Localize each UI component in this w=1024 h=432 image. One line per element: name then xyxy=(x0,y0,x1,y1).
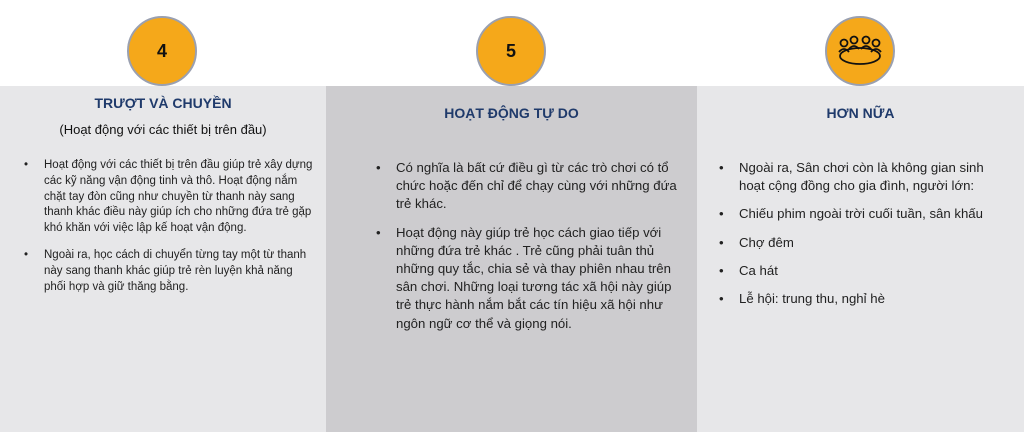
list-item: • Hoạt động này giúp trẻ học cách giao tiếp với những đứa trẻ khác . Trẻ cũng phải tuân thủ những quy tắc, chia sẻ và thay phiên nhau trên sân chơi. Những loại tương tác xã hội này giúp trẻ thực hành nắm bắt các tín hiệu xã hội như ngôn ngữ cơ thể và giọng nói. xyxy=(374,224,677,333)
list-item: • Chiếu phim ngoài trời cuối tuần, sân khấu xyxy=(717,205,1010,223)
panel-slide-and-swing xyxy=(0,86,326,432)
list-item: • Ngoài ra, học cách di chuyển từng tay một từ thanh này sang thanh khác giúp trẻ rèn luyện khả năng phối hợp và giữ thăng bằng. xyxy=(22,248,314,295)
group-meeting-icon-graphic xyxy=(834,31,886,71)
panel-more xyxy=(697,86,1024,432)
list-item: • Ngoài ra, Sân chơi còn là không gian sinh hoạt cộng đồng cho gia đình, người lớn: xyxy=(717,159,1010,195)
bullet-list xyxy=(22,158,314,306)
bullet-list xyxy=(374,159,677,343)
list-item: • Lễ hội: trung thu, nghỉ hè xyxy=(717,290,1010,308)
step-badge-4: 4 xyxy=(127,16,197,86)
panel-free-play xyxy=(326,86,697,432)
panel-title: HOẠT ĐỘNG TỰ DO xyxy=(444,105,579,121)
list-item: • Ca hát xyxy=(717,262,1010,280)
list-item: • Chợ đêm xyxy=(717,234,1010,252)
bullet-list xyxy=(717,159,1010,318)
step-badge-5: 5 xyxy=(476,16,546,86)
list-item: • Có nghĩa là bất cứ điều gì từ các trò chơi có tổ chức hoặc đến chỉ để chạy cùng với những đứa trẻ khác. xyxy=(374,159,677,214)
panel-subtitle: (Hoạt động với các thiết bị trên đầu) xyxy=(59,122,267,137)
panel-title: HƠN NỮA xyxy=(826,105,895,121)
list-item: • Hoạt động với các thiết bị trên đầu giúp trẻ xây dựng các kỹ năng vận động tinh và thô. Hoạt động nắm chặt tay đòn cũng như chuyền từ thanh này sang thanh khác điều này giúp ích cho những đứa trẻ gặp khó khăn với việc lập kế hoạt vận động. xyxy=(22,158,314,237)
group-meeting-icon xyxy=(825,16,895,86)
panel-title: TRƯỢT VÀ CHUYỀN xyxy=(94,95,232,111)
